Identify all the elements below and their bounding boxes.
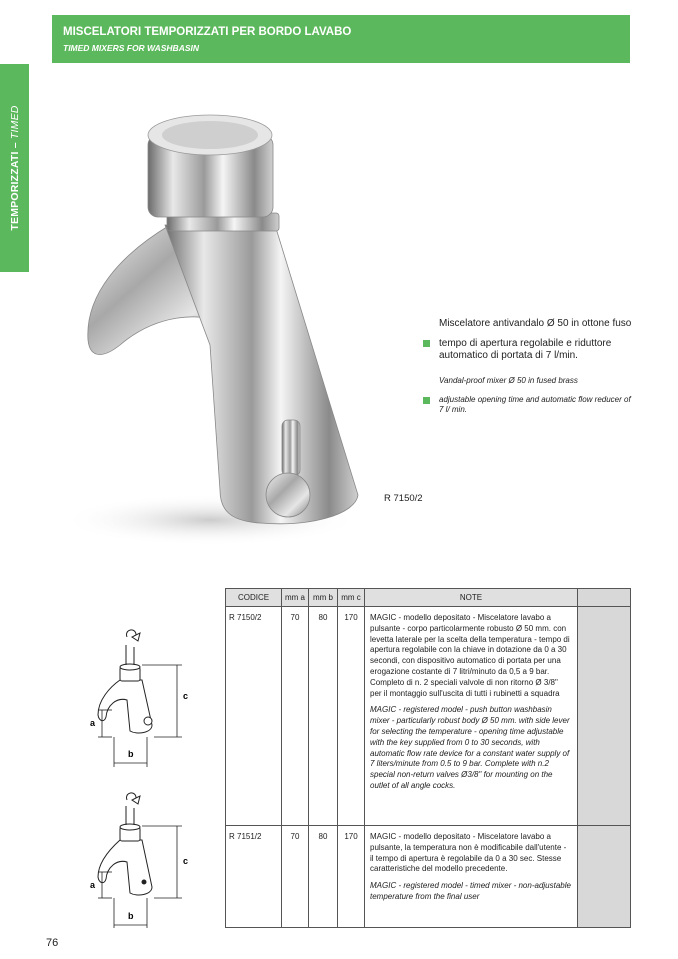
table-header-row xyxy=(226,589,631,607)
description-it-main: Miscelatore antivandalo Ø 50 in ottone fuso xyxy=(439,318,632,329)
header-title: MISCELATORI TEMPORIZZATI PER BORDO LAVABO xyxy=(63,26,352,38)
side-tab-label xyxy=(9,105,21,230)
cell-blank xyxy=(578,826,631,928)
specification-table xyxy=(225,588,631,928)
cell-note xyxy=(365,607,578,826)
side-section-tab xyxy=(0,64,29,272)
column-header-note: NOTE xyxy=(365,589,578,607)
cell-b: 80 xyxy=(309,607,338,826)
cell-a: 70 xyxy=(282,826,309,928)
product-description xyxy=(422,318,637,429)
description-en-bullet-text: adjustable opening time and automatic flow reducer of 7 l/ min. xyxy=(439,395,631,414)
description-en-bullet xyxy=(422,395,637,415)
dimension-a-label: a xyxy=(90,718,96,728)
cell-blank xyxy=(578,607,631,826)
side-tab-sep: – xyxy=(8,139,21,152)
column-header-code: CODICE xyxy=(226,589,282,607)
cell-code: R 7151/2 xyxy=(226,826,282,928)
dimension-a-label: a xyxy=(90,880,96,890)
cell-code: R 7150/2 xyxy=(226,607,282,826)
page-number: 76 xyxy=(46,937,59,949)
bullet-square-icon xyxy=(423,397,430,404)
note-italian: MAGIC - modello depositato - Miscelatore lavabo a pulsante - corpo particolarmente robusto Ø 50 mm. con levetta laterale per la scelta della temperatura - tempo di apertura regolabile con la chiave in dotazione da 0 a 30 secondi, con dispositivo automatico di portata per una erogazione costante di 7 litri/minuto da 0,5 a 9 bar. Completo di n. 2 speciali valvole di non ritorno Ø 3/8" per il montaggio sull'uscita di tutti i rubinetti a squadra xyxy=(370,613,570,698)
column-header-b: mm b xyxy=(309,589,338,607)
note-english: MAGIC - registered model - push button washbasin mixer - particularly robust body Ø 50 mm. with side lever for selecting the temperature - opening time adjustable with the key supplied from 0 to 30 seconds, with automatic flow rate device for a constant water supply of 7 liters/minute from 0.5 to 9 bar. Complete with n.2 special non-return valves Ø3/8" for mounting on the outlet of all angle cocks. xyxy=(370,705,570,790)
dimension-b-label: b xyxy=(128,911,134,921)
column-header-a: mm a xyxy=(282,589,309,607)
product-photo-faucet xyxy=(60,95,380,555)
side-tab-sub: TIMED xyxy=(8,105,21,140)
table-row xyxy=(226,607,631,826)
dimension-b-label: b xyxy=(128,749,134,759)
header-subtitle: TIMED MIXERS FOR WASHBASIN xyxy=(63,43,200,53)
column-header-c: mm c xyxy=(338,589,365,607)
column-header-blank xyxy=(578,589,631,607)
side-tab-main: TEMPORIZZATI xyxy=(8,151,21,231)
dimension-diagram-r7151 xyxy=(82,792,192,932)
cell-c: 170 xyxy=(338,607,365,826)
dimension-c-label: c xyxy=(183,856,189,866)
table-row xyxy=(226,826,631,928)
note-italian: MAGIC - modello depositato - Miscelatore lavabo a pulsante, la temperatura non è modificabile dall'utente - il tempo di apertura è regolabile da 0 a 30 sec. Stesse caratteristiche del modello precedente. xyxy=(370,832,567,874)
description-it-bullet xyxy=(422,338,637,362)
description-en-main: Vandal-proof mixer Ø 50 in fused brass xyxy=(439,376,578,385)
note-english: MAGIC - registered model - timed mixer - non-adjustable temperature from the final user xyxy=(370,881,571,901)
cell-c: 170 xyxy=(338,826,365,928)
cell-a: 70 xyxy=(282,607,309,826)
dimension-diagram-r7150 xyxy=(82,625,192,770)
bullet-square-icon xyxy=(423,340,430,347)
section-header xyxy=(52,15,630,63)
product-code-label: R 7150/2 xyxy=(384,493,423,504)
dimension-c-label: c xyxy=(183,691,189,701)
cell-note xyxy=(365,826,578,928)
description-it-bullet-text: tempo di apertura regolabile e riduttore automatico di portata di 7 l/min. xyxy=(439,338,612,361)
cell-b: 80 xyxy=(309,826,338,928)
